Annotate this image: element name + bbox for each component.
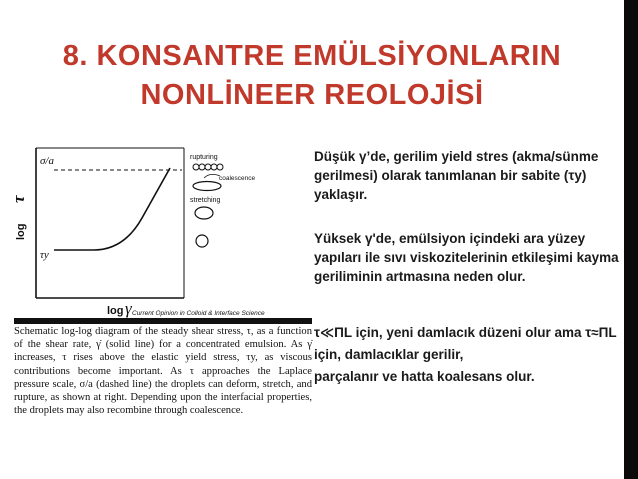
rheology-diagram: [9, 138, 312, 324]
droplet-rupture-1: [193, 164, 199, 170]
y-axis-symbol: τ: [9, 195, 28, 203]
paragraph-low-shear: Düşük γ’de, gerilim yield stres (akma/sünme gerilmesi) olarak tanımlanan bir sabite (τy) yaklaşır.: [314, 149, 599, 202]
slide-title-line2: NONLİNEER REOLOJİSİ: [140, 79, 484, 111]
x-axis-symbol: γ: [125, 299, 132, 318]
slide-title: [0, 37, 624, 115]
figure-footer: Current Opinion in Colloid & Interface Science: [132, 310, 265, 317]
droplet-round: [196, 235, 208, 247]
stress-curve: [54, 168, 170, 250]
droplet-rupture-3: [205, 164, 211, 170]
slide-edge-bar: [624, 0, 638, 479]
paragraph-laplace: [314, 322, 622, 388]
paragraph-laplace-line1: τ≪ΠL için, yeni damlacık düzeni olur ama τ≈ΠL için, damlacıklar gerilir,: [314, 325, 617, 362]
droplet-rupture-5: [217, 164, 223, 170]
y-axis-label: log: [15, 223, 27, 240]
x-axis-label: log: [107, 305, 124, 317]
droplet-rupture-2: [199, 164, 205, 170]
paragraph-laplace-line2: parçalanır ve hatta koalesans olur.: [314, 369, 535, 384]
droplet-rupture-4: [211, 164, 217, 170]
figure-caption: Schematic log-log diagram of the steady shear stress, τ, as a function of the shear rate, γ̇ (solid line) for a concentrated emulsion. As γ̇ increases, τ rises above the elastic yield stress, τy, as viscous contributions become important. As τ approaches the Laplace pressure scale, σ/a (dashed line) the droplets can deform, stretch, and rupture, as shown at right. Depending upon the interfacial properties, the droplets may also recombine through coalescence.: [14, 326, 312, 417]
paragraph-high-shear: Yüksek γ'de, emülsiyon içindeki ara yüzey yapıları ile sıvı viskozitelerinin etkileşimi kayma geriliminin artmasına neden olur.: [314, 231, 619, 284]
droplet-elongated: [195, 207, 213, 219]
droplet-stretched: [193, 182, 221, 191]
label-stretching: stretching: [190, 197, 221, 204]
label-coalescence: coalescence: [219, 175, 256, 182]
tick-tau-y: τy: [40, 249, 49, 261]
figure-footer-bar: [14, 318, 312, 324]
tick-sigma-a: σ/a: [40, 155, 54, 167]
slide-title-line1: 8. KONSANTRE EMÜLSİYONLARIN: [62, 40, 562, 72]
label-rupturing: rupturing: [190, 154, 218, 161]
coalescence-arrow: [204, 174, 220, 178]
